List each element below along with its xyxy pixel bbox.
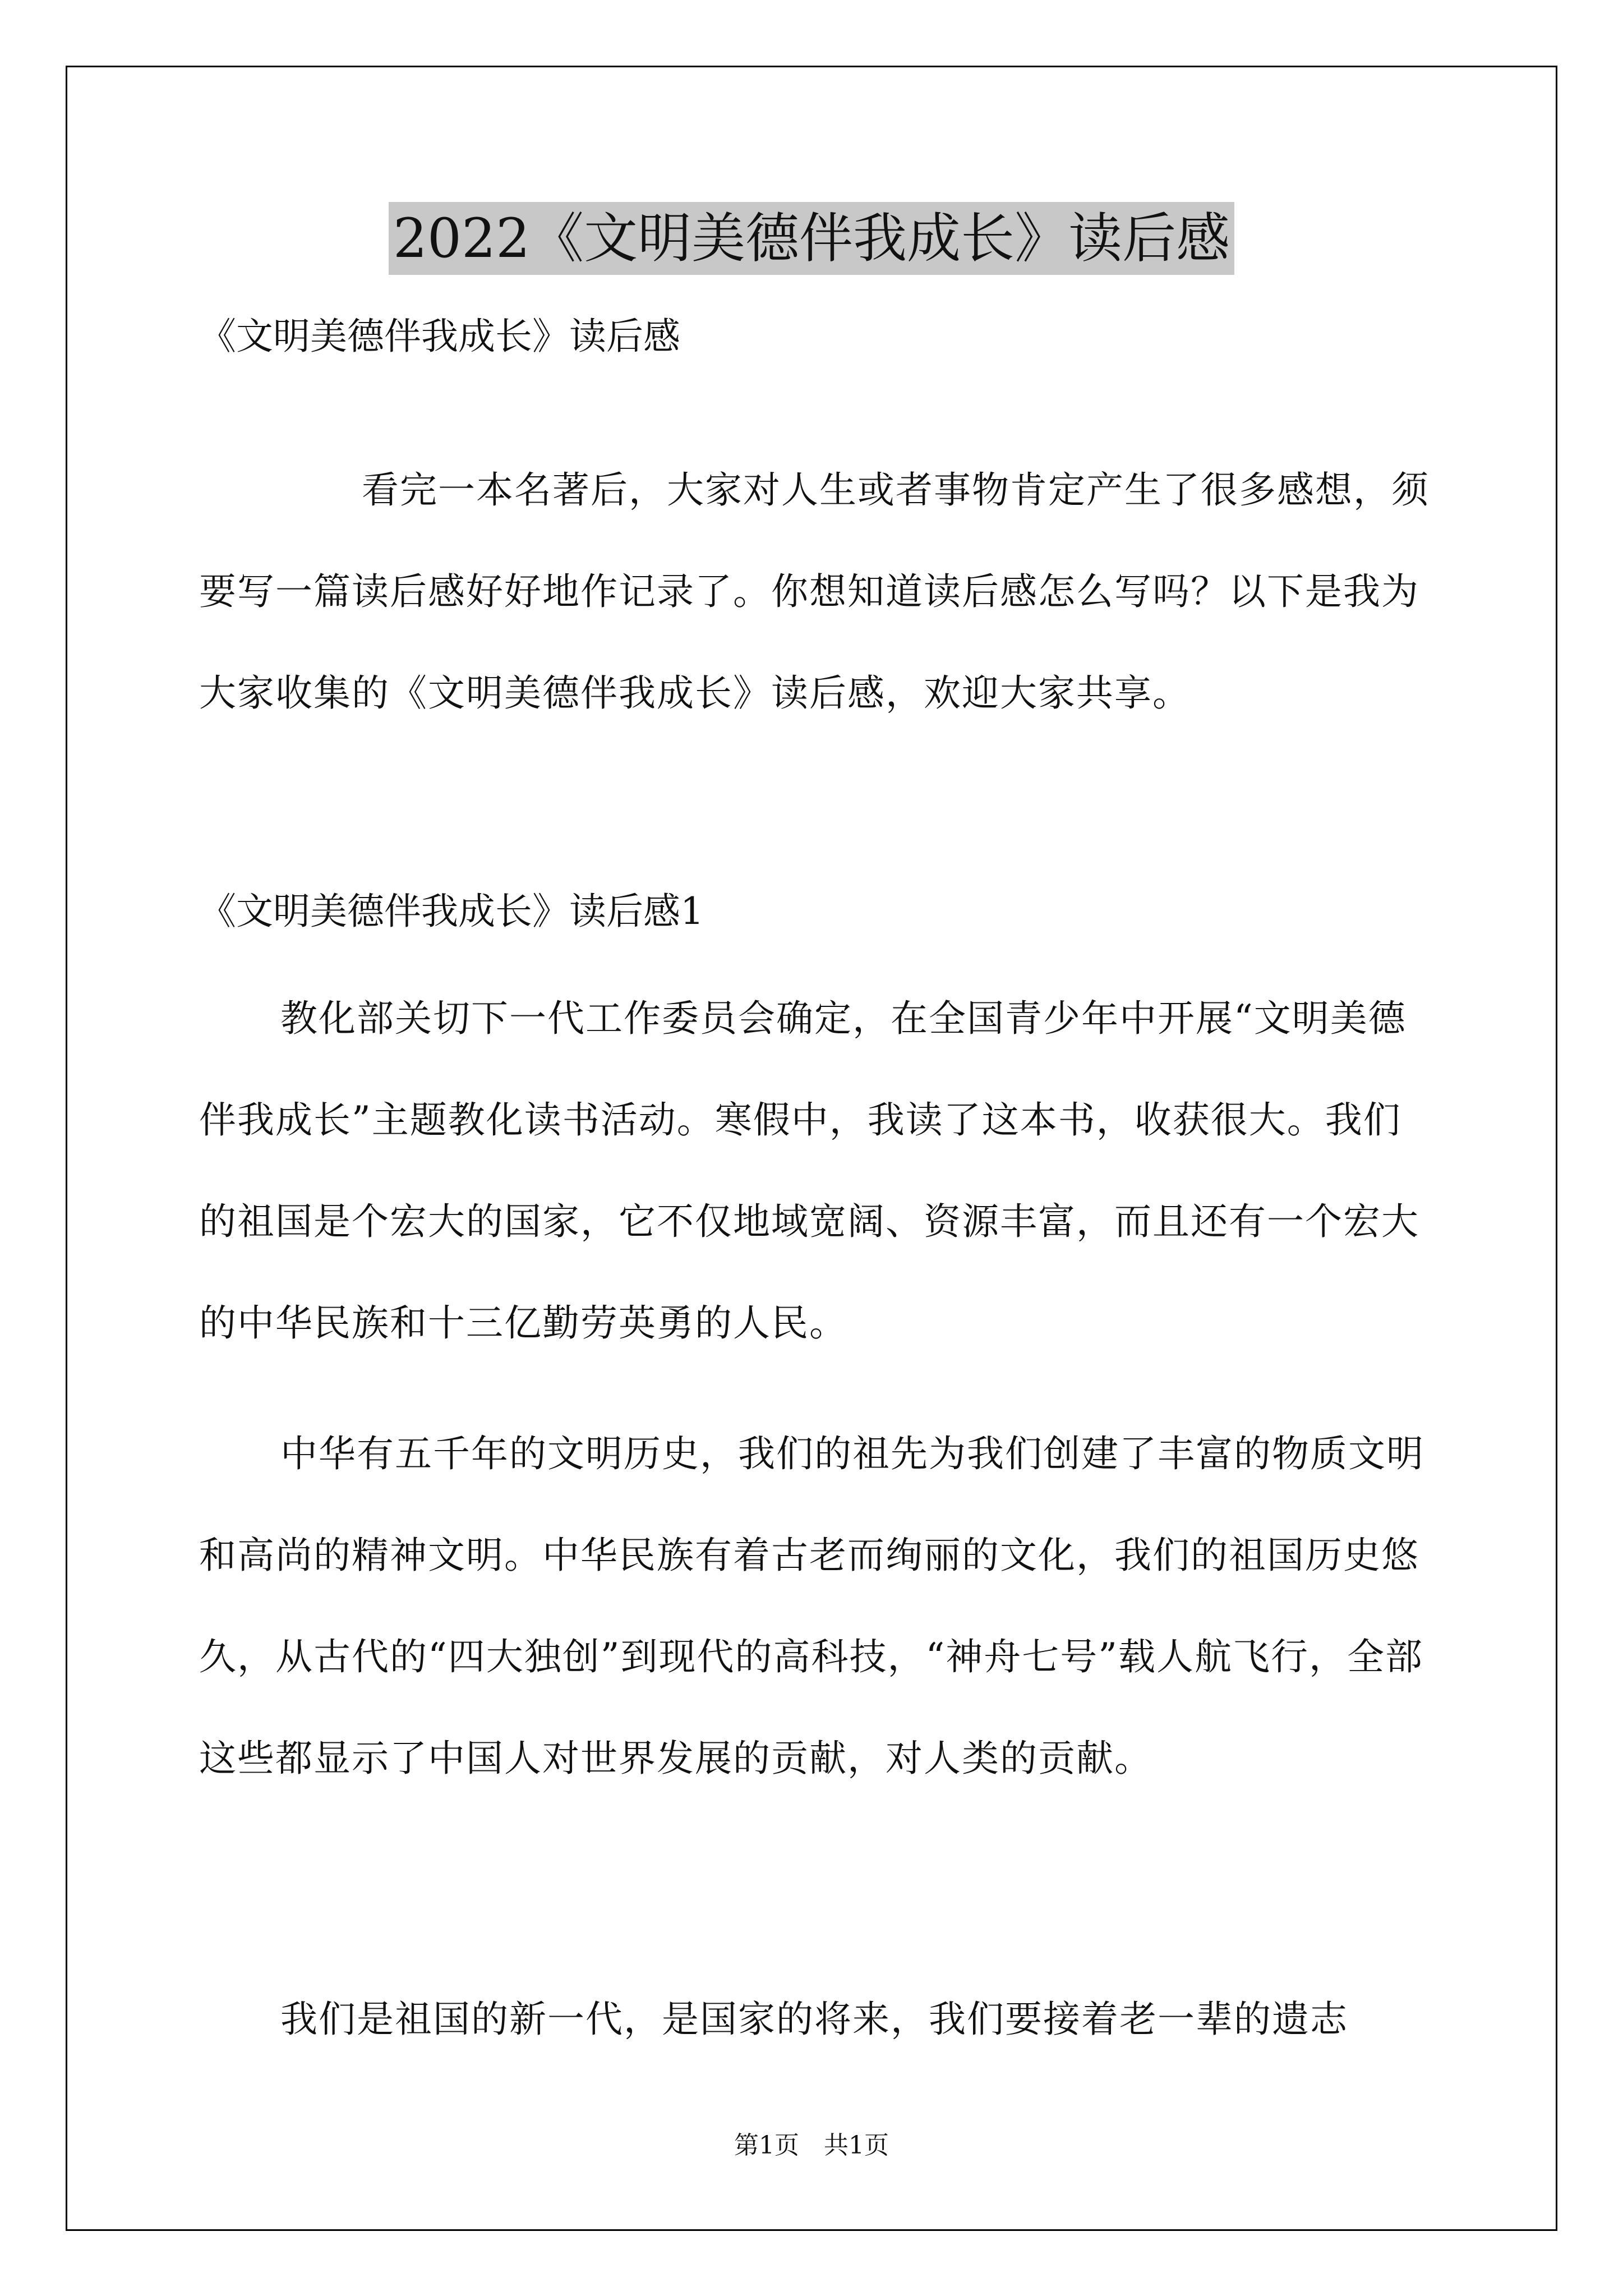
document-title: 2022《文明美德伴我成长》读后感: [389, 202, 1234, 275]
document-subtitle: 《文明美德伴我成长》读后感: [199, 315, 680, 358]
body-paragraph-3: 我们是祖国的新一代，是国家的将来，我们要接着老一辈的遗志: [280, 1998, 1348, 2041]
body-paragraph-2: 中华有五千年的文明历史，我们的祖先为我们创建了丰富的物质文明和高尚的精神文明。中华民族有着古老而绚丽的文化，我们的祖国历史悠久，从古代的“四大独创”到现代的高科技，“神舟七号”载人航飞行，全部这些都显示了中国人对世界发展的贡献，对人类的贡献。: [199, 1432, 1424, 1780]
page-footer: 第1页 共1页: [734, 2131, 889, 2160]
section-heading: 《文明美德伴我成长》读后感1: [199, 890, 704, 933]
body-paragraph-1: 教化部关切下一代工作委员会确定，在全国青少年中开展“文明美德伴我成长”主题教化读书活动。寒假中，我读了这本书，收获很大。我们的祖国是个宏大的国家，它不仅地域宽阔、资源丰富，而且还有一个宏大的中华民族和十三亿勤劳英勇的人民。: [199, 997, 1419, 1345]
document-title-block: [0, 202, 1623, 275]
intro-paragraph: 看完一本名著后，大家对人生或者事物肯定产生了很多感想，须要写一篇读后感好好地作记录了。你想知道读后感怎么写吗？以下是我为大家收集的《文明美德伴我成长》读后感，欢迎大家共享。: [199, 468, 1430, 715]
